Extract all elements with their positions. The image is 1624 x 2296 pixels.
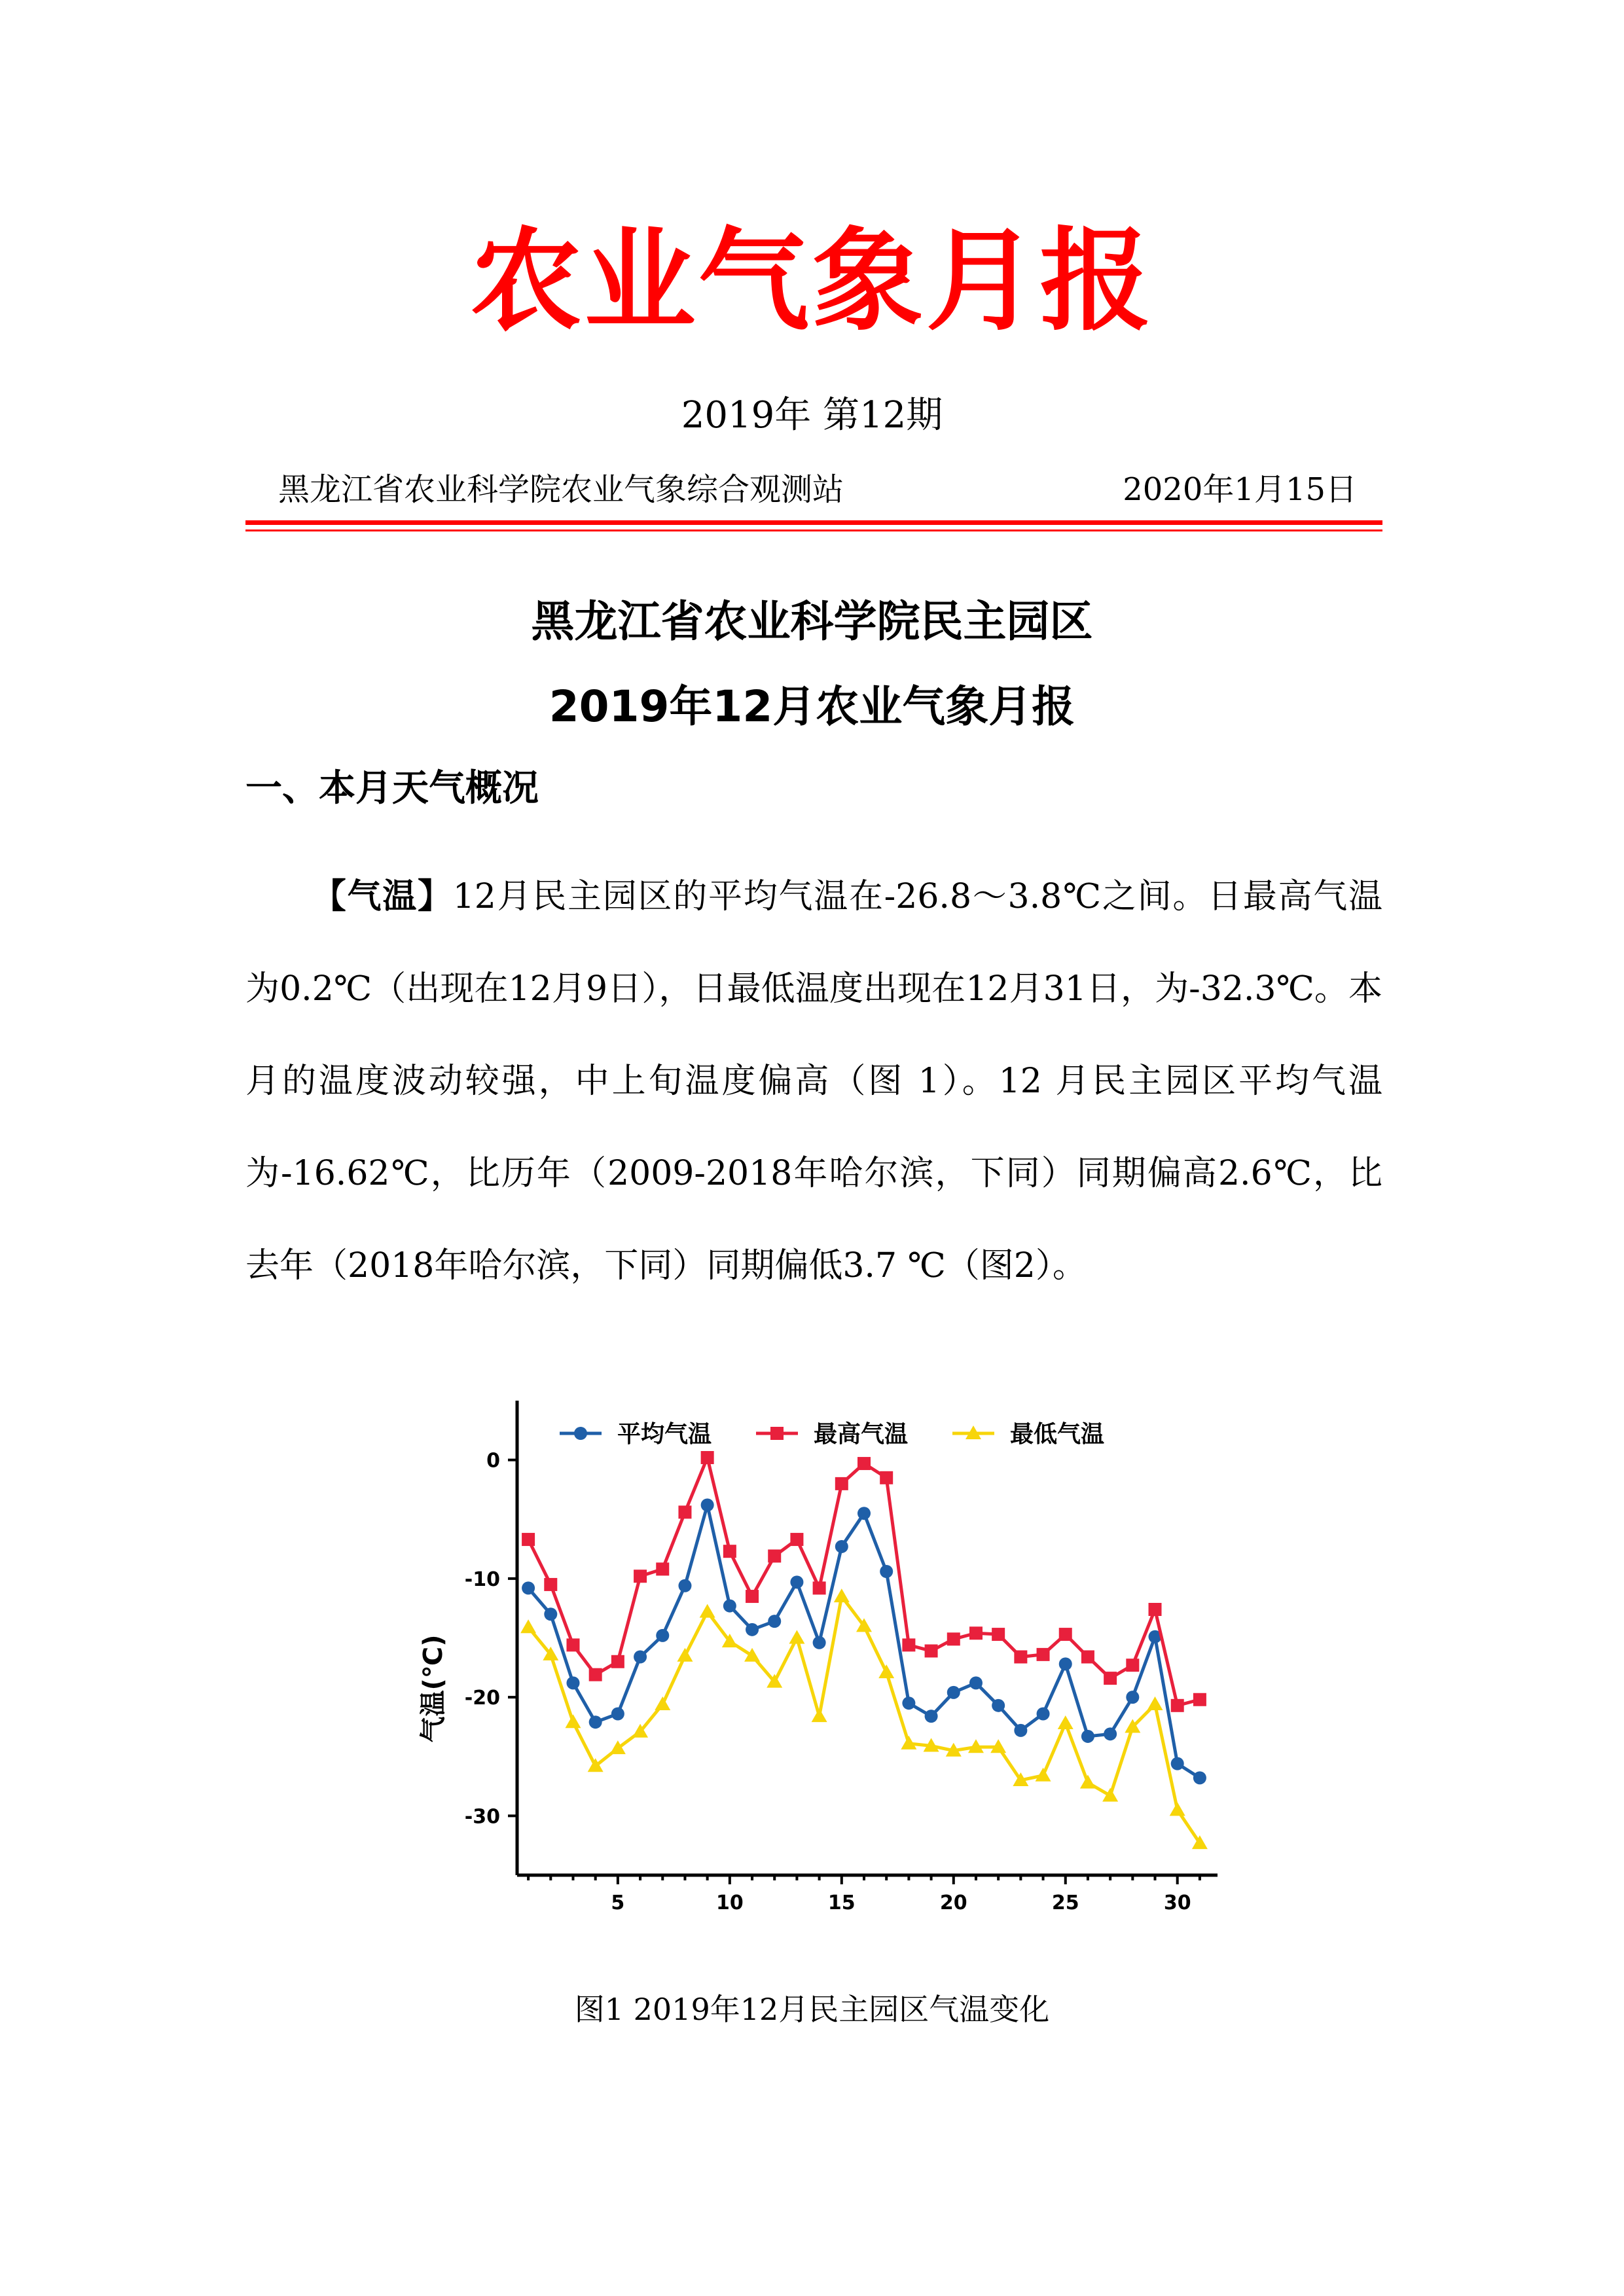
data-point [857,1457,871,1470]
data-point [544,1578,557,1591]
data-point [947,1686,960,1699]
data-point [902,1696,915,1710]
data-point [723,1545,736,1558]
data-point [789,1630,804,1644]
figure-caption: 图1 2019年12月民主园区气温变化 [574,1992,1050,2027]
data-point [723,1600,736,1613]
data-point [634,1570,647,1583]
data-point [746,1623,759,1636]
masthead-title: 农业气象月报 [470,217,1154,346]
data-point [520,1619,536,1633]
data-point [677,1648,693,1662]
chart-axes [517,1401,1218,1875]
legend-marker [574,1427,587,1440]
data-point [947,1632,960,1645]
data-point [701,1451,714,1464]
data-point [1037,1708,1050,1721]
data-point [813,1581,826,1594]
data-point [880,1565,893,1578]
data-point [925,1644,938,1657]
data-point [834,1588,850,1602]
report-title-line1: 黑龙江省农业科学院民主园区 [531,596,1093,647]
data-point [1147,1696,1163,1710]
data-point [566,1676,579,1689]
data-point [701,1499,714,1512]
header-rule-thin [245,529,1382,531]
x-ticks [528,1875,1200,1914]
data-point [835,1540,848,1553]
data-point [857,1507,871,1520]
data-point [1193,1693,1206,1706]
series-line [528,1505,1200,1778]
data-point [1059,1628,1072,1641]
data-point [700,1604,715,1618]
data-point [744,1648,760,1662]
data-point [835,1477,848,1490]
x-tick-label: 10 [715,1892,744,1914]
report-title-line2: 2019年12月农业气象月报 [549,681,1075,732]
data-point [1081,1651,1094,1664]
data-point [768,1615,781,1628]
weather-paragraph [245,851,1382,1312]
data-point [611,1708,624,1721]
data-point [1102,1788,1118,1802]
x-tick-label: 5 [611,1892,625,1914]
legend-label: 平均气温 [617,1421,712,1448]
data-point [656,1629,669,1642]
data-point [1170,1802,1185,1816]
temperature-line-chart [406,1381,1218,1970]
y-tick-label: -10 [464,1568,500,1591]
data-point [1059,1657,1072,1670]
data-point [925,1710,938,1723]
y-axis-label: 气温(℃) [418,1634,448,1743]
x-tick-label: 15 [827,1892,856,1914]
chart-legend [560,1421,1104,1448]
data-point [992,1628,1005,1641]
series-square [522,1451,1206,1712]
data-point [1014,1724,1027,1737]
data-point [589,1715,602,1729]
data-point [1080,1775,1096,1789]
y-tick-label: -20 [464,1687,500,1710]
issue-number: 2019年 第12期 [681,394,943,437]
data-point [566,1638,579,1651]
data-point [1014,1651,1027,1664]
data-point [1126,1691,1139,1704]
legend-label: 最高气温 [814,1421,909,1448]
data-point [678,1505,691,1518]
series-line [528,1596,1200,1843]
data-point [1126,1659,1139,1672]
section-heading: 一、本月天气概况 [245,767,539,810]
paragraph-lead: 【气温】 [311,877,453,916]
data-point [768,1549,781,1562]
data-point [1171,1699,1184,1712]
x-tick-label: 30 [1163,1892,1191,1914]
legend-label: 最低气温 [1010,1421,1105,1448]
data-point [611,1655,624,1668]
paragraph-body: 12月民主园区的平均气温在-26.8～3.8℃之间。日最高气温为0.2℃（出现在12月9日），日最低温度出现在12月31日，为-32.3℃。本月的温度波动较强，中上旬温度偏高（图 1）。12 月民主园区平均气温为-16.62℃，比历年（2009-2018年哈尔滨，下同）同期偏高2.6℃，比去年（2018年哈尔滨，下同）同期偏低3.7 ℃（图2）。 [245,877,1382,1285]
data-point [522,1581,535,1594]
y-tick-label: 0 [486,1449,500,1473]
data-point [1081,1730,1094,1743]
data-point [1104,1672,1117,1685]
data-point [746,1590,759,1603]
data-point [880,1471,893,1484]
data-point [656,1562,669,1575]
data-point [1193,1771,1206,1784]
data-point [634,1651,647,1664]
publisher-name: 黑龙江省农业科学院农业气象综合观测站 [278,471,844,508]
data-point [1036,1768,1051,1782]
header-rule-thick [245,520,1382,525]
data-point [790,1533,803,1546]
data-point [992,1699,1005,1712]
data-point [1149,1603,1162,1616]
data-point [655,1696,670,1710]
data-point [1171,1757,1184,1770]
publish-date: 2020年1月15日 [1123,471,1357,508]
y-tick-label: -30 [464,1805,500,1829]
data-point [544,1607,557,1621]
data-point [813,1636,826,1649]
x-tick-label: 25 [1051,1892,1079,1914]
data-point [522,1533,535,1546]
series-line [528,1458,1200,1706]
x-tick-label: 20 [939,1892,967,1914]
data-point [878,1664,894,1678]
series-triangle [520,1588,1208,1849]
data-point [1058,1715,1074,1729]
data-point [565,1714,581,1728]
data-point [902,1638,915,1651]
data-point [1037,1648,1050,1661]
data-point [790,1575,803,1588]
data-point [589,1668,602,1681]
legend-marker [770,1427,784,1440]
y-ticks [465,1450,517,1829]
chart-series [520,1451,1208,1849]
data-point [1104,1727,1117,1740]
data-point [969,1676,983,1689]
data-point [812,1708,827,1722]
data-point [969,1626,983,1640]
data-point [678,1579,691,1592]
